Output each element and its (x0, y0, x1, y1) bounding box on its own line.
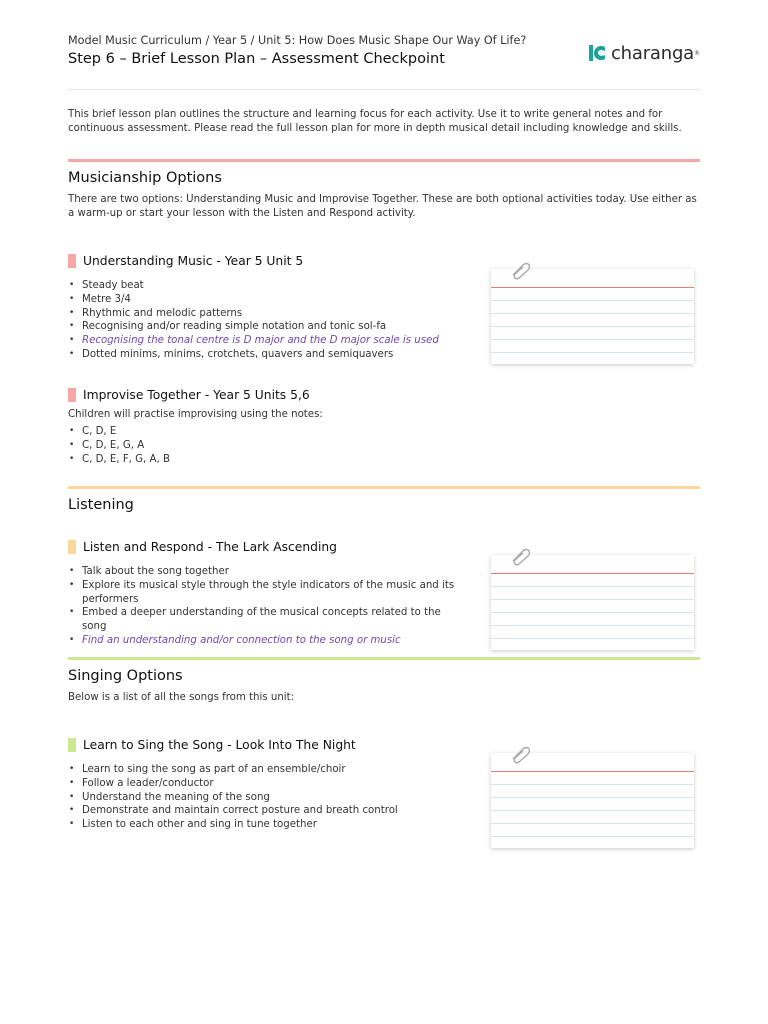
logo-text: charanga (610, 42, 694, 64)
list-item: • Listen to each other and sing in tune together (68, 818, 398, 832)
charanga-logo (586, 42, 700, 64)
notes-card-learn-to-sing[interactable] (491, 753, 694, 848)
section-divider-musicianship (68, 159, 700, 162)
list-item: • Rhythmic and melodic patterns (68, 307, 439, 321)
list-item: • Dotted minims, minims, crotchets, quavers and semiquavers (68, 348, 439, 362)
listen-and-respond-list (68, 565, 458, 648)
intro-text: This brief lesson plan outlines the structure and learning focus for each activity. Use it to write general notes and for continuous assessment. Please read the full lesson plan for more in depth musical detail including knowledge and skills. (68, 109, 682, 134)
section-desc-singing: Below is a list of all the songs from this unit: (68, 692, 295, 703)
page-header (68, 34, 700, 90)
activity-marker (68, 738, 76, 752)
activity-title: Understanding Music - Year 5 Unit 5 (83, 254, 304, 268)
charanga-logo-icon (586, 42, 608, 64)
list-item: • Learn to sing the song as part of an ensemble/choir (68, 763, 398, 777)
section-desc-musicianship: There are two options: Understanding Music and Improvise Together. These are both optional activities today. Use either as a warm-up or start your lesson with the Listen and Respond activity. (68, 194, 697, 219)
paperclip-icon (509, 547, 533, 567)
list-item: • Recognising and/or reading simple notation and tonic sol-fa (68, 320, 439, 334)
paperclip-icon (509, 261, 533, 281)
paperclip-icon (509, 745, 533, 765)
list-item: • Explore its musical style through the style indicators of the music and its performers (68, 579, 458, 607)
section-divider-singing (68, 657, 700, 660)
breadcrumb: Model Music Curriculum / Year 5 / Unit 5: How Does Music Shape Our Way Of Life? (68, 34, 527, 47)
activity-heading-listen-and-respond (68, 539, 337, 555)
understanding-music-list (68, 279, 439, 362)
list-item: • C, D, E (68, 425, 170, 439)
activity-title: Listen and Respond - The Lark Ascending (83, 540, 337, 554)
list-item: • Recognising the tonal centre is D major and the D major scale is used (68, 334, 439, 348)
logo-registered-mark: ® (694, 49, 700, 57)
improvise-intro: Children will practise improvising using the notes: (68, 409, 323, 420)
list-item: • Embed a deeper understanding of the musical concepts related to the song (68, 606, 458, 634)
list-item: • Steady beat (68, 279, 439, 293)
list-item: • Demonstrate and maintain correct posture and breath control (68, 804, 398, 818)
activity-title: Improvise Together - Year 5 Units 5,6 (83, 388, 310, 402)
activity-heading-improvise-together (68, 387, 310, 403)
list-item: • Follow a leader/conductor (68, 777, 398, 791)
activity-heading-understanding-music (68, 253, 303, 269)
section-title-musicianship: Musicianship Options (68, 170, 222, 186)
list-item: • Metre 3/4 (68, 293, 439, 307)
list-item: • Understand the meaning of the song (68, 791, 398, 805)
section-title-singing: Singing Options (68, 668, 183, 684)
learn-to-sing-list (68, 763, 398, 832)
activity-marker (68, 388, 76, 402)
section-title-listening: Listening (68, 497, 134, 513)
list-item: • C, D, E, F, G, A, B (68, 453, 170, 467)
notes-card-understanding-music[interactable] (491, 269, 694, 364)
improvise-notes-list (68, 425, 170, 466)
list-item: • C, D, E, G, A (68, 439, 170, 453)
list-item: • Find an understanding and/or connection to the song or music (68, 634, 458, 648)
notes-card-listen-and-respond[interactable] (491, 555, 694, 650)
section-divider-listening (68, 486, 700, 489)
activity-marker (68, 254, 76, 268)
activity-heading-learn-to-sing (68, 737, 356, 753)
page-title: Step 6 – Brief Lesson Plan – Assessment Checkpoint (68, 51, 445, 67)
activity-marker (68, 540, 76, 554)
activity-title: Learn to Sing the Song - Look Into The Night (83, 738, 356, 752)
list-item: • Talk about the song together (68, 565, 458, 579)
